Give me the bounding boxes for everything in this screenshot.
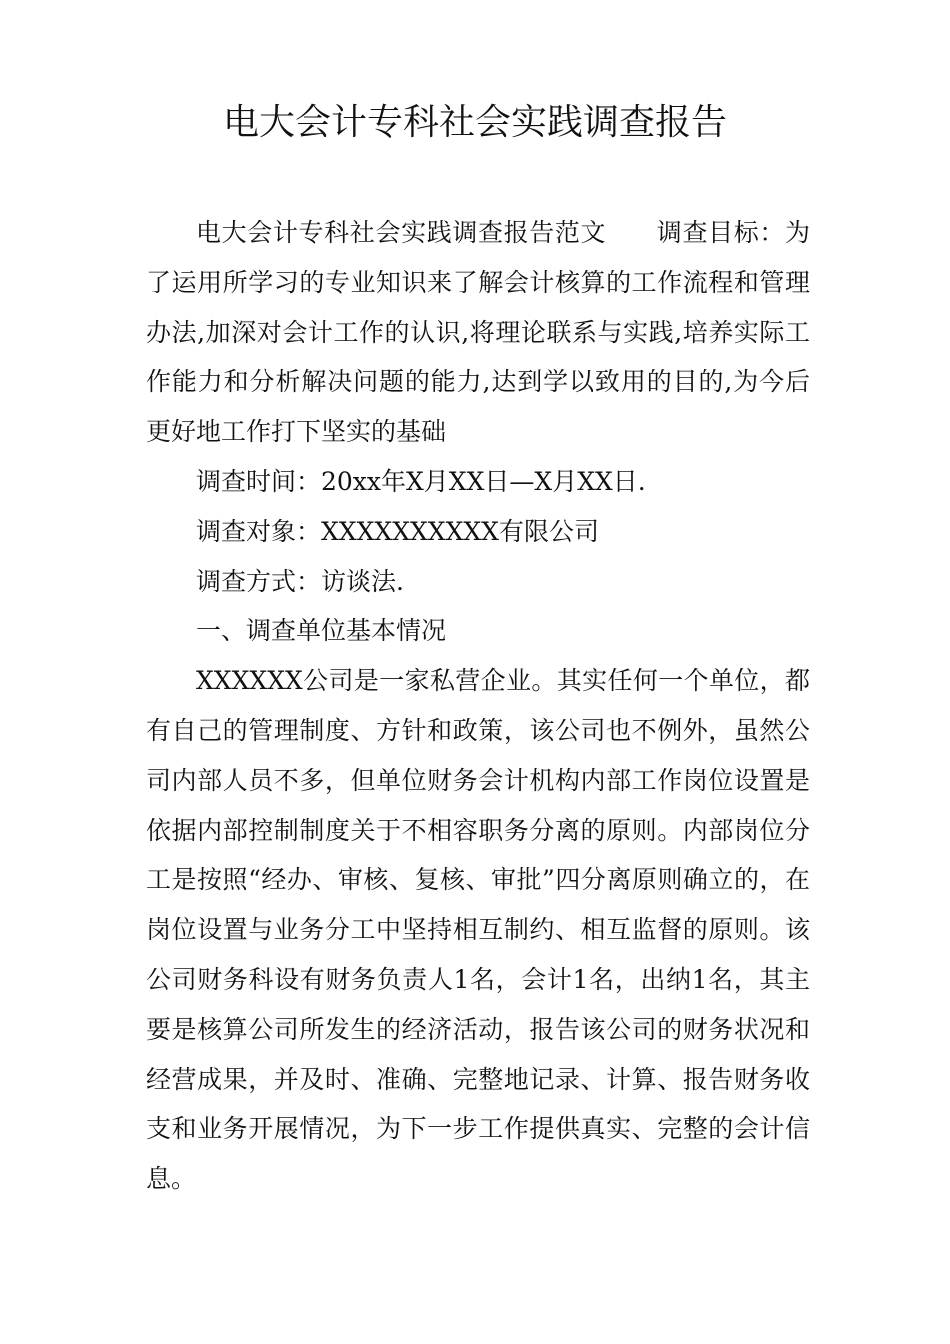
intro-objective: 调查目标：为了运用所学习的专业知识来了解会计核算的工作流程和管理办法,加深对会计工作的认识,将理论联系与实践,培养实际工作能力和分析解决问题的能力,达到学以致用的目的,为今后更好地工作打下坚实的基础 xyxy=(146,218,810,447)
intro-lead: 电大会计专科社会实践调查报告范文 xyxy=(196,218,607,247)
section-heading: 一、调查单位基本情况 xyxy=(196,616,447,646)
survey-method-line: 调查方式：访谈法. xyxy=(196,566,404,596)
section-paragraph: XXXXXX公司是一家私营企业。其实任何一个单位，都有自己的管理制度、方针和政策，该公司也不例外，虽然公司内部人员不多，但单位财务会计机构内部工作岗位设置是依据内部控制制度关于不相容职务分离的原则。内部岗位分工是按照“经办、审核、复核、审批”四分离原则确立的，在岗位设置与业务分工中坚持相互制约、相互监督的原则。该公司财务科设有财务负责人1名，会计1名，出纳1名，其主要是核算公司所发生的经济活动，报告该公司的财务状况和经营成果，并及时、准确、完整地记录、计算、报告财务收支和业务开展情况，为下一步工作提供真实、完整的会计信息。 xyxy=(146,666,810,1194)
survey-target-line: 调查对象：XXXXXXXXXX有限公司 xyxy=(196,516,599,546)
survey-time-line: 调查时间：20xx年X月XX日—X月XX日. xyxy=(196,466,646,496)
document-title: 电大会计专科社会实践调查报告 xyxy=(222,102,727,143)
document-body xyxy=(146,208,810,1204)
intro-paragraph xyxy=(146,208,810,457)
